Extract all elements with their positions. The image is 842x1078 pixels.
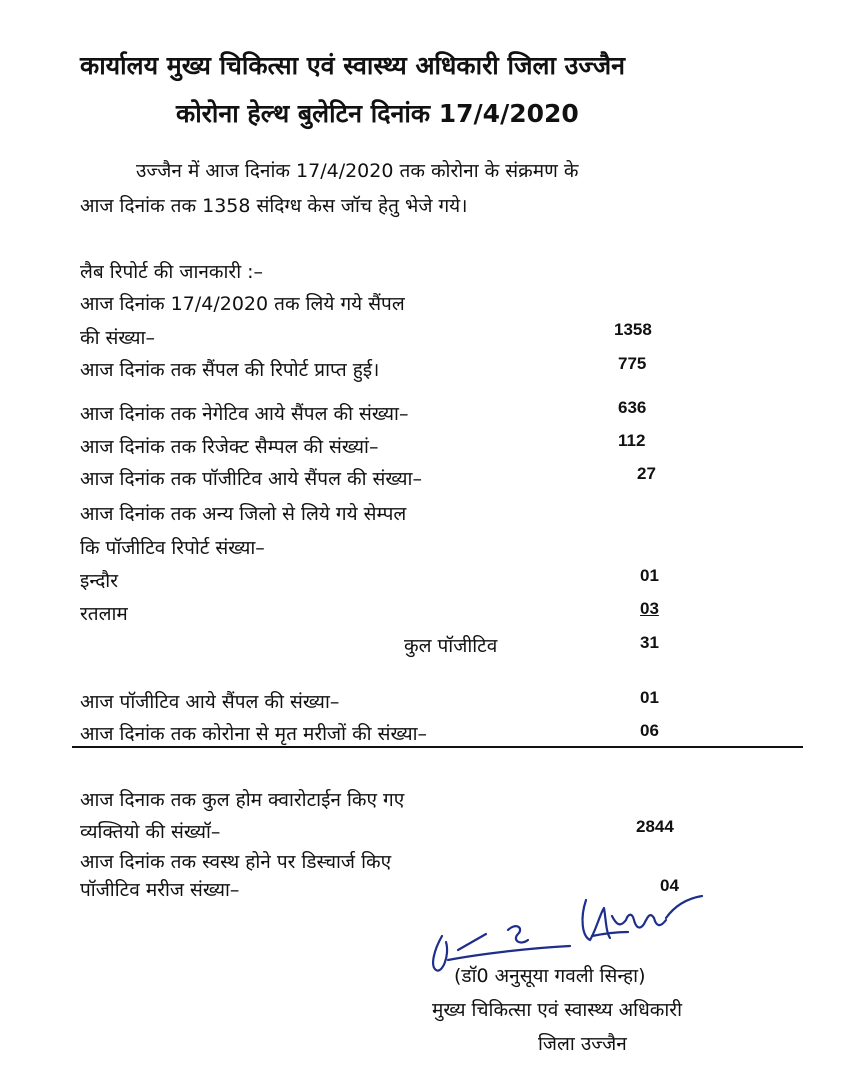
signatory-designation: मुख्य चिकित्सा एवं स्वास्थ्य अधिकारी xyxy=(432,999,682,1021)
today-positive-label: आज पॉजीटिव आये सैंपल की संख्या– xyxy=(80,691,340,713)
rejected-value: 112 xyxy=(618,431,646,450)
indore-value: 01 xyxy=(640,566,659,585)
discharge-label-1: आज दिनांक तक स्वस्थ होने पर डिस्चार्ज किए xyxy=(80,851,392,873)
ratlam-label: रतलाम xyxy=(80,603,128,625)
signatory-district: जिला उज्जैन xyxy=(538,1033,627,1055)
deaths-label: आज दिनांक तक कोरोना से मृत मरीजों की संख्या– xyxy=(80,723,428,745)
other-district-label-1: आज दिनांक तक अन्य जिलो से लिये गये सेम्पल xyxy=(80,503,407,525)
quarantine-label-2: व्यक्तियो की संख्यॉ– xyxy=(80,821,221,843)
negative-label: आज दिनांक तक नेगेटिव आये सैंपल की संख्या– xyxy=(80,403,409,425)
deaths-value: 06 xyxy=(640,721,659,740)
signatory-name: (डॉ0 अनुसूया गवली सिन्हा) xyxy=(454,965,646,987)
lab-heading: लैब रिपोर्ट की जानकारी :– xyxy=(80,261,264,283)
discharge-label-2: पॉजीटिव मरीज संख्या– xyxy=(80,879,240,901)
intro-line-1: उज्जैन में आज दिनांक 17/4/2020 तक कोरोना के संक्रमण के xyxy=(136,160,579,182)
negative-value: 636 xyxy=(618,398,647,417)
total-positive-label: कुल पॉजीटिव xyxy=(404,635,498,657)
positive-value: 27 xyxy=(637,464,656,483)
today-positive-value: 01 xyxy=(640,688,659,707)
discharge-value: 04 xyxy=(660,876,679,895)
samples-label-1: आज दिनांक 17/4/2020 तक लिये गये सैंपल xyxy=(80,293,405,315)
samples-label-2: की संख्या– xyxy=(80,327,155,349)
bulletin-title: कोरोना हेल्थ बुलेटिन दिनांक 17/4/2020 xyxy=(176,99,579,128)
indore-label: इन्दौर xyxy=(80,570,118,592)
office-title: कार्यालय मुख्य चिकित्सा एवं स्वास्थ्य अधिकारी जिला उज्जैन xyxy=(80,51,626,80)
section-divider xyxy=(72,746,803,748)
ratlam-value: 03 xyxy=(640,599,659,618)
quarantine-label-1: आज दिनाक तक कुल होम क्वारोटाईन किए गए xyxy=(80,789,405,811)
rejected-label: आज दिनांक तक रिजेक्ट सैम्पल की संख्यां– xyxy=(80,436,379,458)
positive-label: आज दिनांक तक पॉजीटिव आये सैंपल की संख्या– xyxy=(80,468,422,490)
quarantine-value: 2844 xyxy=(636,817,674,836)
samples-value: 1358 xyxy=(614,320,652,339)
received-value: 775 xyxy=(618,354,647,373)
intro-line-2: आज दिनांक तक 1358 संदिग्ध केस जॉच हेतु भेजे गये। xyxy=(80,195,468,217)
other-district-label-2: कि पॉजीटिव रिपोर्ट संख्या– xyxy=(80,537,265,559)
received-label: आज दिनांक तक सैंपल की रिपोर्ट प्राप्त हुई। xyxy=(80,359,380,381)
total-positive-value: 31 xyxy=(640,633,659,652)
